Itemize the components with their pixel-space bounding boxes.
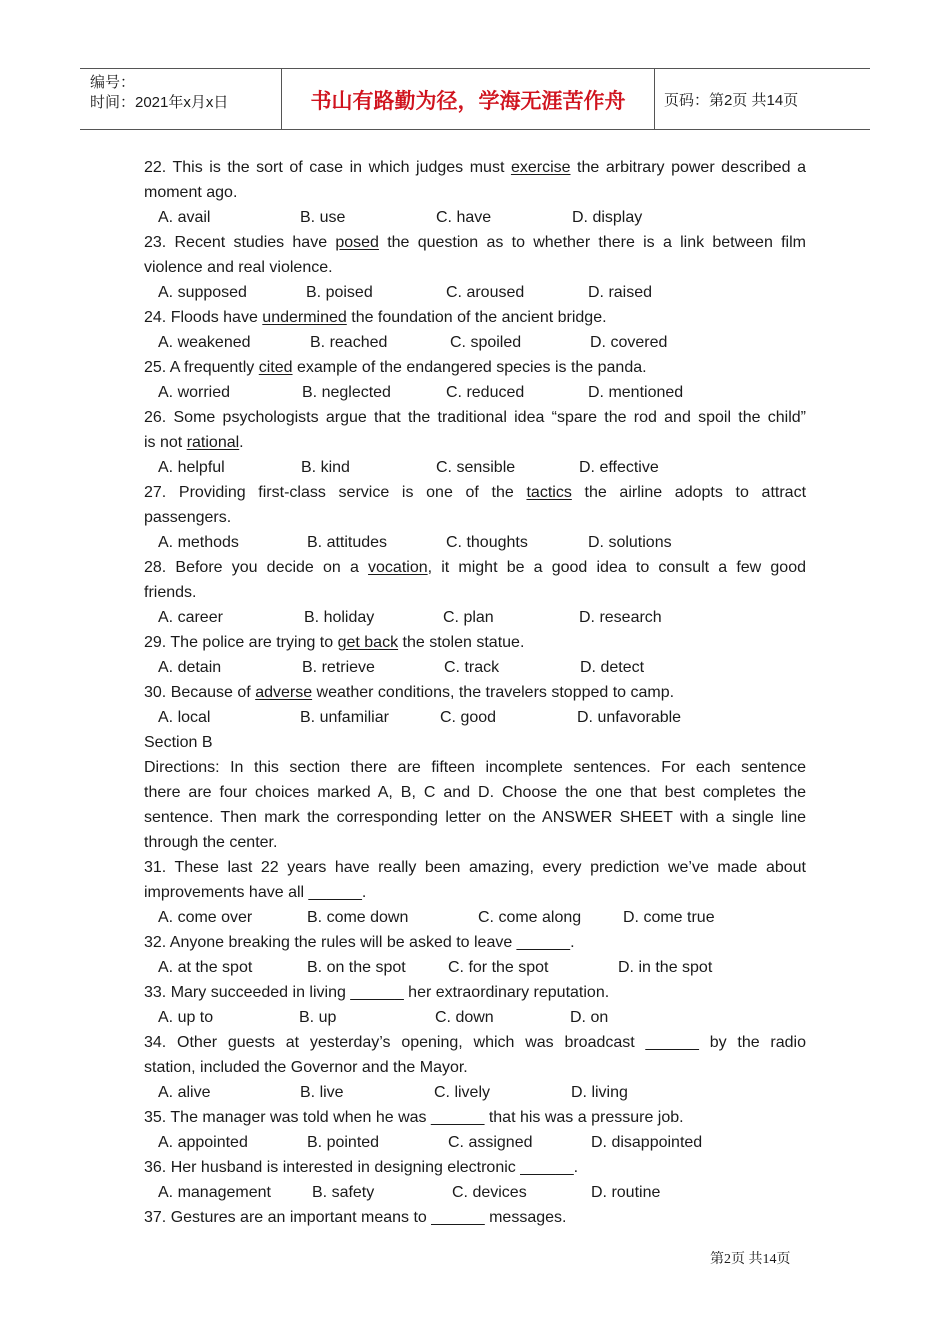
section-title: Section B <box>144 734 213 751</box>
option-c: C. aroused <box>446 284 525 301</box>
question-text: 36. Her husband is interested in designing electronic ______. <box>144 1159 579 1176</box>
underlined-word: tactics <box>526 484 572 501</box>
options-row <box>144 330 806 355</box>
options-row <box>144 1130 806 1155</box>
option-c: C. assigned <box>448 1134 533 1151</box>
option-a: A. weakened <box>158 334 251 351</box>
serial-number-label: 编号： <box>90 74 136 91</box>
options-row <box>144 905 806 930</box>
option-d: D. research <box>579 609 662 626</box>
question-text: 28. Before you decide on a vocation, it might be a good idea to consult a few good <box>144 559 806 576</box>
question-text: friends. <box>144 584 197 601</box>
option-a: A. career <box>158 609 223 626</box>
option-c: C. spoiled <box>450 334 522 351</box>
option-c: C. come along <box>478 909 582 926</box>
option-d: D. in the spot <box>618 959 713 976</box>
question-text: improvements have all ______. <box>144 884 367 901</box>
underlined-word: posed <box>335 234 379 251</box>
option-d: D. solutions <box>588 534 672 551</box>
question-text: 24. Floods have undermined the foundation of the ancient bridge. <box>144 309 607 326</box>
options-row <box>144 280 806 305</box>
underlined-word: rational <box>186 434 240 451</box>
option-b: B. on the spot <box>307 959 406 976</box>
question-text: 29. The police are trying to get back the stolen statue. <box>144 634 525 651</box>
option-d: D. raised <box>588 284 653 301</box>
question-text: 26. Some psychologists argue that the traditional idea “spare the rod and spoil the child” <box>144 409 806 426</box>
header-divider <box>654 69 655 129</box>
option-a: A. come over <box>158 909 253 926</box>
underlined-word: vocation <box>368 559 428 576</box>
option-a: A. supposed <box>158 284 247 301</box>
header-meta <box>90 73 228 113</box>
options-row <box>144 1005 806 1030</box>
options-row <box>144 655 806 680</box>
option-c: C. have <box>436 209 492 226</box>
underlined-word: adverse <box>255 684 313 701</box>
option-c: C. down <box>435 1009 494 1026</box>
options-row <box>144 530 806 555</box>
directions-text: through the center. <box>144 834 278 851</box>
option-c: C. lively <box>434 1084 491 1101</box>
question-text: is not rational. <box>144 434 244 451</box>
question-text: 23. Recent studies have posed the question as to whether there is a link between film <box>144 234 806 251</box>
option-d: D. unfavorable <box>577 709 682 726</box>
option-d: D. living <box>571 1084 628 1101</box>
question-text: 32. Anyone breaking the rules will be asked to leave ______. <box>144 934 575 951</box>
option-b: B. pointed <box>307 1134 380 1151</box>
header-page-number: 页码：第2页 共14页 <box>664 92 799 109</box>
question-text: 27. Providing first-class service is one of the tactics the airline adopts to attract <box>144 484 807 501</box>
option-d: D. disappointed <box>591 1134 703 1151</box>
underlined-word: cited <box>258 359 293 376</box>
option-a: A. up to <box>158 1009 214 1026</box>
question-text: station, included the Governor and the Mayor. <box>144 1059 468 1076</box>
options-row <box>144 605 806 630</box>
date-label: 时间：2021年x月x日 <box>90 94 229 111</box>
options-row <box>144 955 806 980</box>
option-a: A. local <box>158 709 211 726</box>
question-text: 37. Gestures are an important means to ______ messages. <box>144 1209 567 1226</box>
header-motto: 书山有路勤为径，学海无涯苦作舟 <box>310 89 626 113</box>
question-text: 35. The manager was told when he was ______ that his was a pressure job. <box>144 1109 684 1126</box>
option-c: C. good <box>440 709 497 726</box>
option-b: B. attitudes <box>307 534 388 551</box>
option-c: C. thoughts <box>446 534 528 551</box>
option-a: A. worried <box>158 384 231 401</box>
options-row <box>144 205 806 230</box>
underlined-word: exercise <box>510 159 571 176</box>
option-b: B. poised <box>306 284 373 301</box>
options-row <box>144 1080 806 1105</box>
option-a: A. appointed <box>158 1134 248 1151</box>
option-d: D. routine <box>591 1184 661 1201</box>
question-text: 25. A frequently cited example of the endangered species is the panda. <box>144 359 647 376</box>
options-row <box>144 380 806 405</box>
option-b: B. use <box>300 209 346 226</box>
option-b: B. retrieve <box>302 659 375 676</box>
question-text: 22. This is the sort of case in which judges must exercise the arbitrary power described a <box>144 159 806 176</box>
question-text: 34. Other guests at yesterday’s opening, which was broadcast ______ by the radio <box>144 1034 806 1051</box>
option-a: A. avail <box>158 209 211 226</box>
directions-text: Directions: In this section there are fifteen incomplete sentences. For each sentence <box>144 759 806 776</box>
directions-text: there are four choices marked A, B, C and D. Choose the one that best completes the <box>144 784 806 801</box>
question-text: 31. These last 22 years have really been amazing, every prediction we’ve made about <box>144 859 806 876</box>
option-c: C. track <box>444 659 500 676</box>
options-row <box>144 705 806 730</box>
option-d: D. covered <box>590 334 668 351</box>
option-b: B. kind <box>301 459 350 476</box>
underlined-word: undermined <box>262 309 347 326</box>
option-b: B. neglected <box>302 384 391 401</box>
option-d: D. effective <box>579 459 659 476</box>
options-row <box>144 455 806 480</box>
option-a: A. at the spot <box>158 959 253 976</box>
option-c: C. sensible <box>436 459 516 476</box>
exam-content <box>144 155 806 1230</box>
question-text: violence and real violence. <box>144 259 333 276</box>
question-text: 33. Mary succeeded in living ______ her extraordinary reputation. <box>144 984 610 1001</box>
option-c: C. for the spot <box>448 959 549 976</box>
option-b: B. live <box>300 1084 344 1101</box>
page-footer: 第2页 共14页 <box>710 1252 791 1267</box>
question-text: 30. Because of adverse weather conditions, the travelers stopped to camp. <box>144 684 675 701</box>
option-a: A. helpful <box>158 459 225 476</box>
underlined-word: get back <box>337 634 399 651</box>
option-b: B. holiday <box>304 609 375 626</box>
question-text: moment ago. <box>144 184 238 201</box>
option-c: C. reduced <box>446 384 525 401</box>
directions-text: sentence. Then mark the corresponding letter on the ANSWER SHEET with a single line <box>144 809 806 826</box>
option-b: B. safety <box>312 1184 375 1201</box>
option-b: B. reached <box>310 334 388 351</box>
option-d: D. come true <box>623 909 715 926</box>
options-row <box>144 1180 806 1205</box>
option-c: C. plan <box>443 609 494 626</box>
option-a: A. management <box>158 1184 271 1201</box>
option-b: B. unfamiliar <box>300 709 389 726</box>
option-d: D. display <box>572 209 643 226</box>
page-header <box>80 68 870 130</box>
option-b: B. come down <box>307 909 409 926</box>
option-d: D. detect <box>580 659 645 676</box>
option-b: B. up <box>299 1009 337 1026</box>
option-c: C. devices <box>452 1184 527 1201</box>
option-a: A. methods <box>158 534 239 551</box>
option-a: A. detain <box>158 659 222 676</box>
option-d: D. on <box>570 1009 609 1026</box>
question-text: passengers. <box>144 509 232 526</box>
option-d: D. mentioned <box>588 384 684 401</box>
option-a: A. alive <box>158 1084 211 1101</box>
